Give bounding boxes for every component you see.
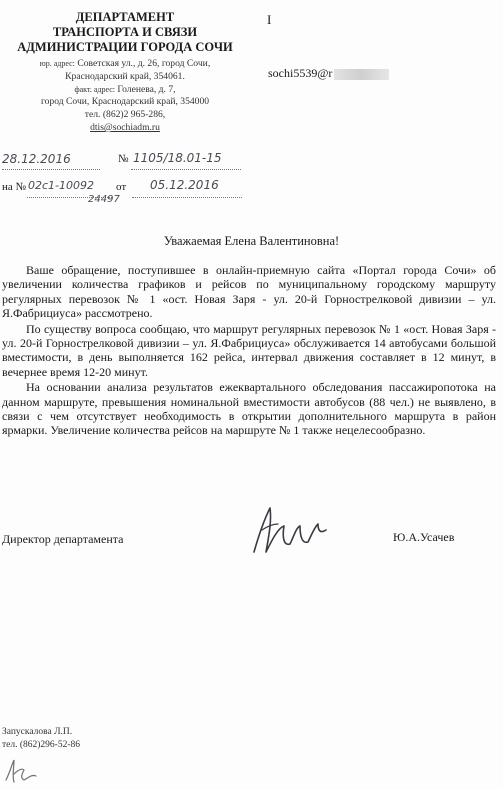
actual-address-label: факт. адрес: [74, 84, 115, 94]
in-reply-sub: 24497 [88, 194, 120, 205]
department-phone: тел. (862)2 965-286, [84, 109, 166, 121]
in-reply-date: 05.12.2016 [150, 178, 219, 192]
actual-address-line-1 [0, 84, 250, 97]
department-email[interactable]: dtis@sochiadm.ru [90, 121, 160, 133]
top-marker: I [267, 12, 272, 27]
executor-info [2, 726, 80, 751]
actual-address-street: Голенева, д. 7, [117, 83, 176, 95]
reg-date: 28.12.2016 [2, 152, 71, 166]
executor-phone: тел. (862)296-52-86 [2, 739, 81, 750]
paragraph-1: Ваше обращение, поступившее в онлайн-приемную сайта «Портал города Сочи» об увеличении количества графиков и рейсов по муниципальному городскому маршруту регулярных перевозок № 1 «ост. Новая Заря - ул. 20-й Горнострелковой дивизии – ул. Я.Фабрициуса» рассмотрено. [2, 263, 496, 321]
reg-number: 1105/18.01-15 [133, 151, 222, 165]
initials-scribble [2, 756, 42, 786]
signer-role: Директор департамента [2, 532, 124, 546]
recipient-email [268, 66, 389, 81]
in-reply-number: 02с1-10092 [28, 179, 95, 192]
legal-address-label: юр. адрес: [39, 59, 75, 68]
in-reply-from-label: от [116, 181, 127, 193]
legal-address-line-2: Краснодарский край, 354061. [65, 70, 185, 82]
paragraph-2: По существу вопроса сообщаю, что маршрут регулярных перевозок № 1 «ост. Новая Заря - ул. 20-й Горнострелковой дивизии – ул. Я.Фабрициуса» обслуживается 14 автобусами большой вместимости, в день выполняется 162 рейса, интервал движения составляет в 12 минут, в вечернее время 12-20 минут. [2, 321, 496, 379]
salutation: Уважаемая Елена Валентиновна! [163, 234, 340, 248]
signature-scribble [248, 500, 338, 560]
executor-name: Запускалова Л.П. [2, 727, 73, 737]
paragraph-3: На основании анализа результатов ежеквартального обследования пассажиропотока на данном маршруте, превышения номинальной вместимости автобусов (88 чел.) не выявлено, в связи с чем отсутствует необходимость в открытии дополнительного маршрута в район ярмарки. Увеличение количества рейсов на маршруте № 1 также нецелесообразно. [2, 380, 496, 438]
legal-address-line-1 [0, 58, 250, 71]
reg-number-prefix: № [118, 153, 129, 165]
department-address [0, 58, 250, 135]
in-reply-prefix: на № [2, 181, 27, 193]
redaction-block [334, 69, 389, 80]
department-line-1: ДЕПАРТАМЕНТ [75, 10, 175, 24]
actual-address-line-2: город Сочи, Краснодарский край, 354000 [40, 96, 210, 108]
letter-body [2, 263, 496, 439]
department-line-2: ТРАНСПОРТА И СВЯЗИ [52, 25, 198, 39]
recipient-email-text: sochi5539@r [268, 66, 333, 80]
signer-name: Ю.А.Усачев [393, 530, 455, 544]
legal-address-street: Советская ул., д. 26, город Сочи, [77, 58, 211, 69]
department-name [0, 10, 250, 55]
department-line-3: АДМИНИСТРАЦИИ ГОРОДА СОЧИ [17, 40, 233, 54]
